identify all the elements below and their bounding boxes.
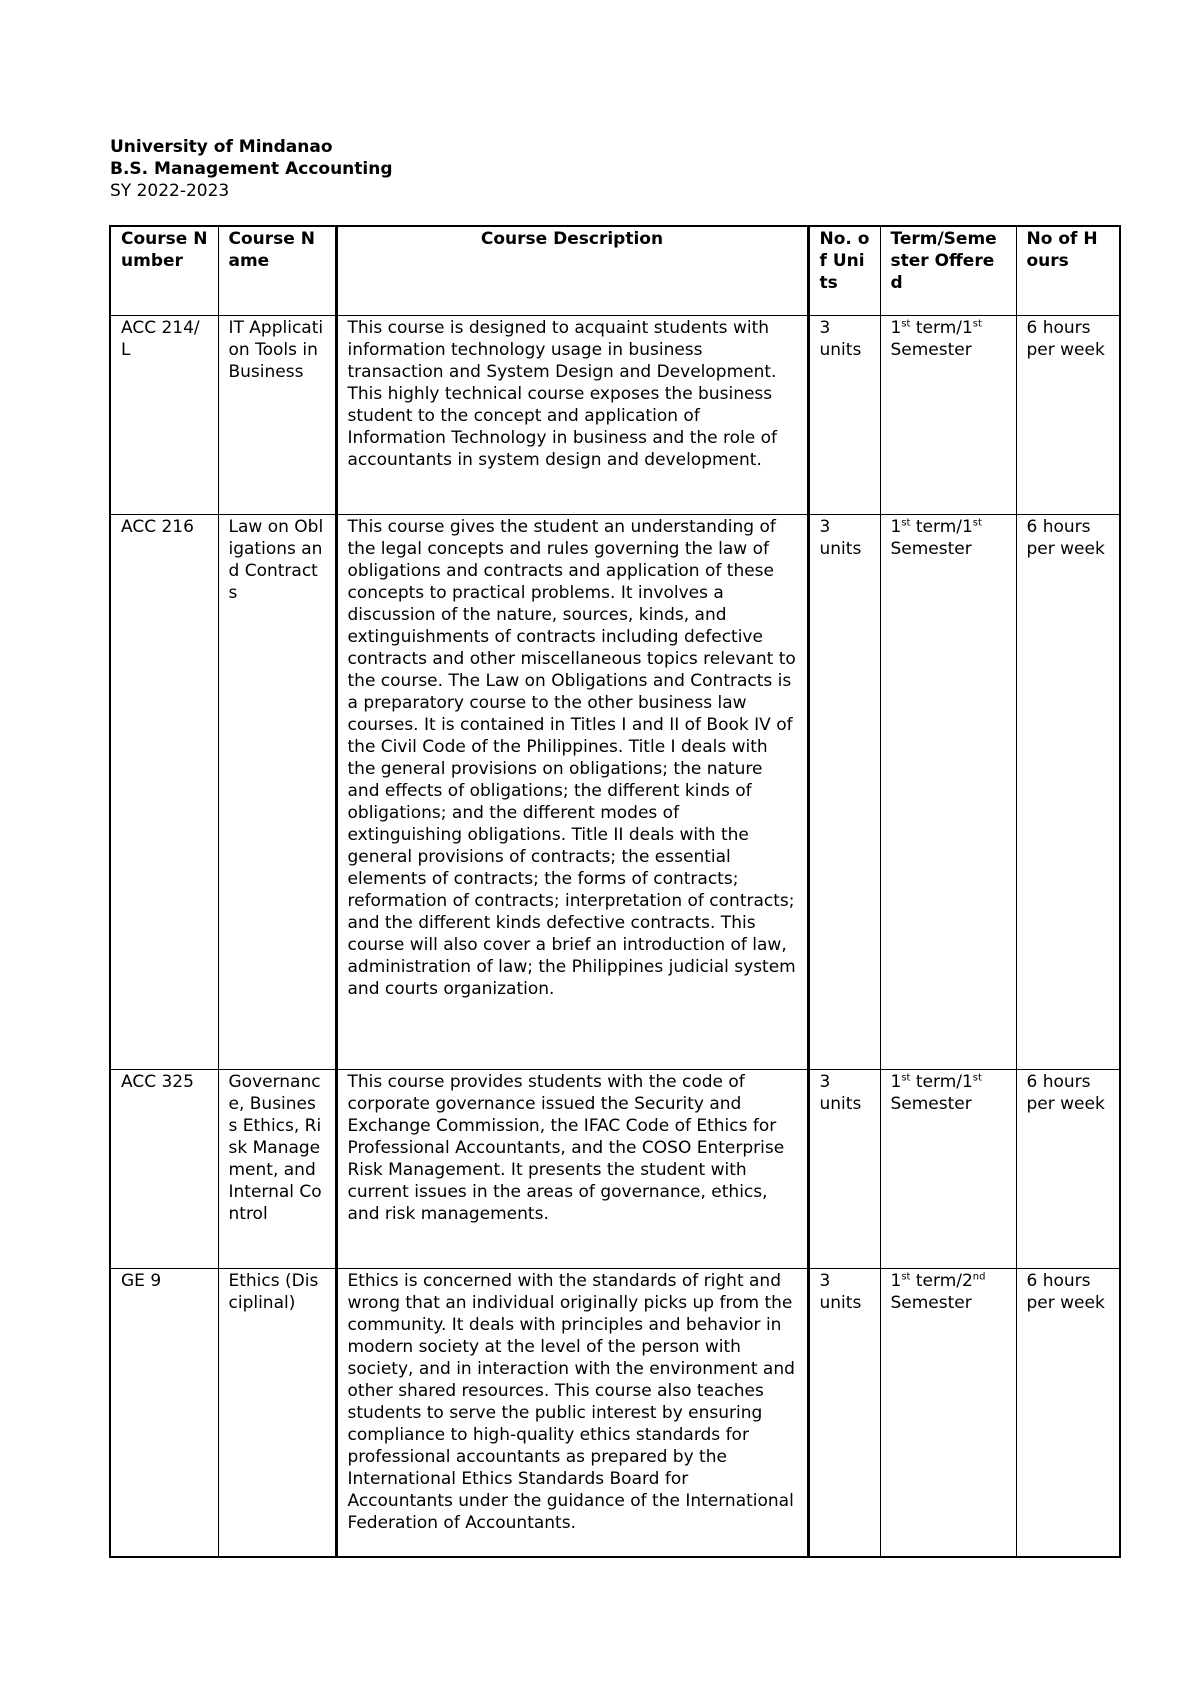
term-ordinal: st: [901, 317, 911, 329]
semester-label: Semester: [890, 538, 972, 559]
term-cell: [880, 1268, 1016, 1557]
column-header-units: No. of Units: [808, 226, 880, 315]
term-cell: [880, 1069, 1016, 1268]
semester-label: Semester: [890, 339, 972, 360]
column-header-term: Term/Semester Offered: [880, 226, 1016, 315]
course-number-cell: ACC 214/L: [110, 315, 218, 514]
units-cell: 3 units: [808, 514, 880, 1069]
hours-cell: 6 hours per week: [1016, 315, 1120, 514]
course-description-cell: This course gives the student an understanding of the legal concepts and rules governing the law of obligations and contracts and application of these concepts to practical problems. It involves a discussion of the nature, sources, kinds, and extinguishments of contracts including defective contracts and other miscellaneous topics relevant to the course. The Law on Obligations and Contracts is a preparatory course to the other business law courses. It is contained in Titles I and II of Book IV of the Civil Code of the Philippines. Title I deals with the general provisions on obligations; the nature and effects of obligations; the different kinds of obligations; and the different modes of extinguishing obligations. Title II deals with the general provisions of contracts; the essential elements of contracts; the forms of contracts; reformation of contracts; interpretation of contracts; and the different kinds defective contracts. This course will also cover a brief an introduction of law, administration of law; the Philippines judicial system and courts organization.: [336, 514, 808, 1069]
course-number-cell: ACC 216: [110, 514, 218, 1069]
term-number: 1: [890, 516, 902, 537]
term-ordinal: st: [901, 1270, 911, 1282]
course-rows: [110, 315, 1120, 1557]
course-description-cell: This course provides students with the code of corporate governance issued the Security and Exchange Commission, the IFAC Code of Ethics for Professional Accountants, and the COSO Enterprise Risk Management. It presents the student with current issues in the areas of governance, ethics, and risk managements.: [336, 1069, 808, 1268]
units-cell: 3 units: [808, 1268, 880, 1557]
column-header-course-description: Course Description: [336, 226, 808, 315]
course-name-cell: IT Application Tools in Business: [218, 315, 336, 514]
school-year: SY 2022-2023: [110, 181, 230, 201]
units-cell: 3 units: [808, 315, 880, 514]
term-separator: term/2: [910, 1270, 973, 1291]
column-header-hours: No of Hours: [1016, 226, 1120, 315]
term-cell: [880, 514, 1016, 1069]
program-name: B.S. Management Accounting: [110, 159, 393, 179]
course-table: [109, 225, 1121, 1558]
table-row: [110, 1069, 1120, 1268]
document-header: [110, 136, 393, 202]
semester-label: Semester: [890, 1093, 972, 1114]
term-number: 1: [890, 1071, 902, 1092]
semester-ordinal: nd: [972, 1270, 986, 1282]
semester-ordinal: st: [972, 1071, 982, 1083]
column-header-course-name: Course Name: [218, 226, 336, 315]
term-separator: term/1: [910, 317, 973, 338]
course-name-cell: Ethics (Disciplinal): [218, 1268, 336, 1557]
table-row: [110, 315, 1120, 514]
term-ordinal: st: [901, 516, 911, 528]
course-name-cell: Governance, Business Ethics, Risk Management, and Internal Control: [218, 1069, 336, 1268]
table-row: [110, 1268, 1120, 1557]
hours-cell: 6 hours per week: [1016, 514, 1120, 1069]
term-ordinal: st: [901, 1071, 911, 1083]
column-header-course-number: Course Number: [110, 226, 218, 315]
term-number: 1: [890, 317, 902, 338]
semester-ordinal: st: [972, 317, 982, 329]
table-header-row: [110, 226, 1120, 315]
university-name: University of Mindanao: [110, 137, 333, 157]
course-name-cell: Law on Obligations and Contracts: [218, 514, 336, 1069]
term-separator: term/1: [910, 1071, 973, 1092]
term-separator: term/1: [910, 516, 973, 537]
course-description-cell: This course is designed to acquaint students with information technology usage in business transaction and System Design and Development. This highly technical course exposes the business student to the concept and application of Information Technology in business and the role of accountants in system design and development.: [336, 315, 808, 514]
table-row: [110, 514, 1120, 1069]
semester-label: Semester: [890, 1292, 972, 1313]
units-cell: 3 units: [808, 1069, 880, 1268]
course-number-cell: GE 9: [110, 1268, 218, 1557]
semester-ordinal: st: [972, 516, 982, 528]
course-description-cell: Ethics is concerned with the standards of right and wrong that an individual originally picks up from the community. It deals with principles and behavior in modern society at the level of the person with society, and in interaction with the environment and other shared resources. This course also teaches students to serve the public interest by ensuring compliance to high-quality ethics standards for professional accountants as prepared by the International Ethics Standards Board for Accountants under the guidance of the International Federation of Accountants.: [336, 1268, 808, 1557]
hours-cell: 6 hours per week: [1016, 1268, 1120, 1557]
hours-cell: 6 hours per week: [1016, 1069, 1120, 1268]
course-number-cell: ACC 325: [110, 1069, 218, 1268]
term-number: 1: [890, 1270, 902, 1291]
term-cell: [880, 315, 1016, 514]
